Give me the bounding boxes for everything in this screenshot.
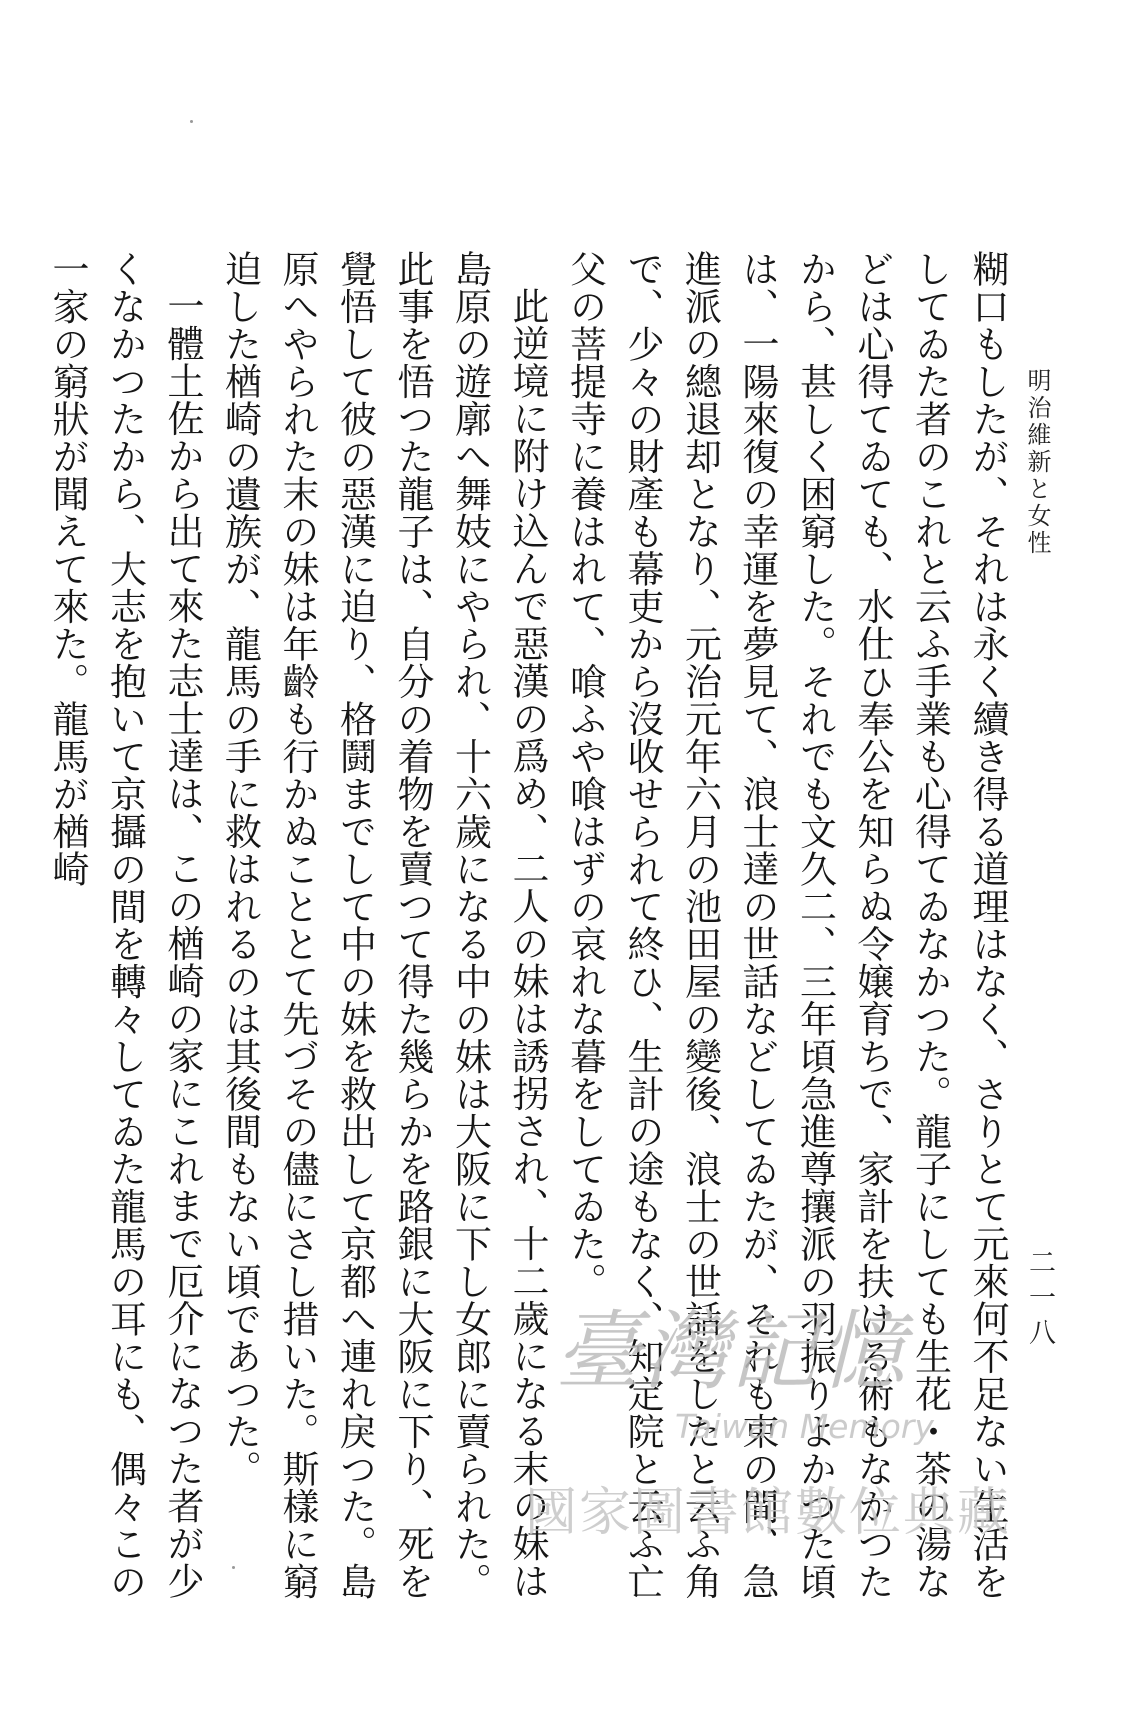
page-number: 二一八 [1024,1248,1055,1353]
watermark-subtitle: 國家圖書館數位典藏 [525,1483,1012,1543]
scan-speck [190,120,193,123]
watermark-latin-text: Taiwan Memory [675,1407,934,1446]
paragraph-2: 此逆境に附け込んで惡漢の爲め、二人の妹は誘拐され、十二歲になる末の妹は島原の遊廓へ舞妓にやられ、十六歲になる中の妹は大阪に下し女郎に賣られた。此事を悟つた龍子は、自分の着物を賣つて得た幾らかを路銀に大阪に下り、死を覺悟して彼の惡漢に迫り、格鬪までして中の妹を救出して京都へ連れ戾つた。島原へやられた末の妹は年齡も行かぬこととて先づその儘にさし措いた。斯樣に窮迫した楢崎の遺族が、龍馬の手に救はれるのは其後間もない頃であつた。 [218,250,549,1600]
running-header: 明治維新と女性 [1023,368,1051,557]
paragraph-3: 一體土佐から出て來た志士達は、この楢崎の家にこれまで厄介になつた者が少くなかつたから、大志を抱いて京攝の間を轉々してゐた龍馬の耳にも、偶々この一家の窮狀が聞えて來た。龍馬が楢崎 [46,250,204,1600]
scan-speck [232,1566,235,1569]
body-text [46,250,1016,1600]
watermark-logo-text: 臺灣記憶 [555,1302,907,1402]
paragraph-1: 糊口もしたが、それは永く續き得る道理はなく、さりとて元來何不足ない生活をしてゐた者のこれと云ふ手業も心得てゐなかつた。龍子にしても生花・茶の湯などは心得てゐても、水仕ひ奉公を知らぬ令嬢育ちで、家計を扶ける術もなかつたから、甚しく困窮した。それでも文久二、三年頃急進尊攘派の羽振りよかつた頃は、一陽來復の幸運を夢見て、浪士達の世話などしてゐたが、それも束の間、急進派の總退却となり、元治元年六月の池田屋の變後、浪士の世話をしたと云ふ角で、少々の財產も幕吏から沒收せられて終ひ、生計の途もなく、知定院と云ふ亡父の菩提寺に養はれて、喰ふや喰はずの哀れな暮をしてゐた。 [563,250,1009,1600]
